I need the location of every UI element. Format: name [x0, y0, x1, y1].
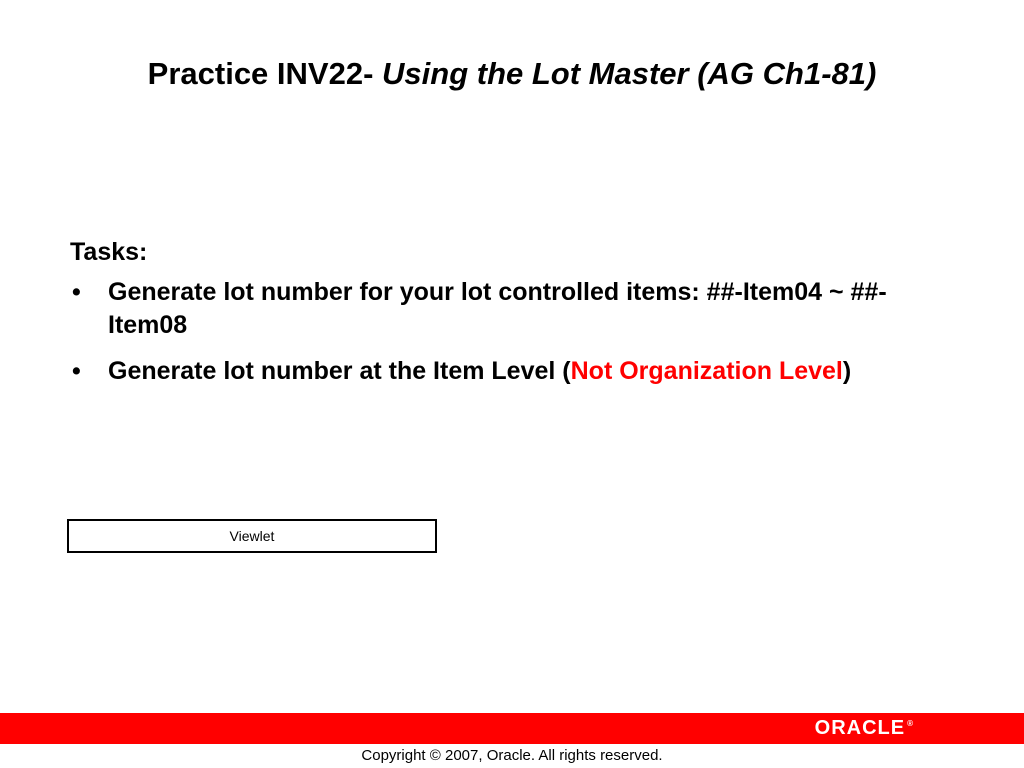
- bullet-icon: •: [72, 278, 81, 306]
- task-text-highlight: Not Organization Level: [570, 357, 843, 385]
- slide-title-prefix: Practice INV22-: [147, 56, 383, 91]
- task-text-before: Generate lot number at the Item Level (: [108, 357, 571, 385]
- task-item: [70, 276, 960, 342]
- bullet-icon: •: [72, 357, 81, 385]
- oracle-logo: [815, 717, 914, 739]
- task-text: Generate lot number for your lot controlled items: ##-Item04 ~ ##-Item08: [108, 278, 887, 339]
- footer-bar: [0, 713, 1024, 744]
- task-text-after: ): [842, 357, 852, 385]
- oracle-logo-text: ORACLE: [814, 716, 906, 739]
- slide-title-italic: Using the Lot Master (AG Ch1-81): [382, 56, 877, 91]
- task-list: [70, 276, 960, 388]
- slide-title: [0, 52, 1024, 96]
- task-item: [70, 355, 960, 388]
- tasks-heading: Tasks:: [70, 238, 148, 266]
- slide-content: [70, 236, 960, 401]
- copyright-notice: Copyright © 2007, Oracle. All rights reserved.: [361, 747, 663, 764]
- registered-mark-icon: ®: [907, 719, 914, 728]
- viewlet-button[interactable]: Viewlet: [67, 519, 437, 553]
